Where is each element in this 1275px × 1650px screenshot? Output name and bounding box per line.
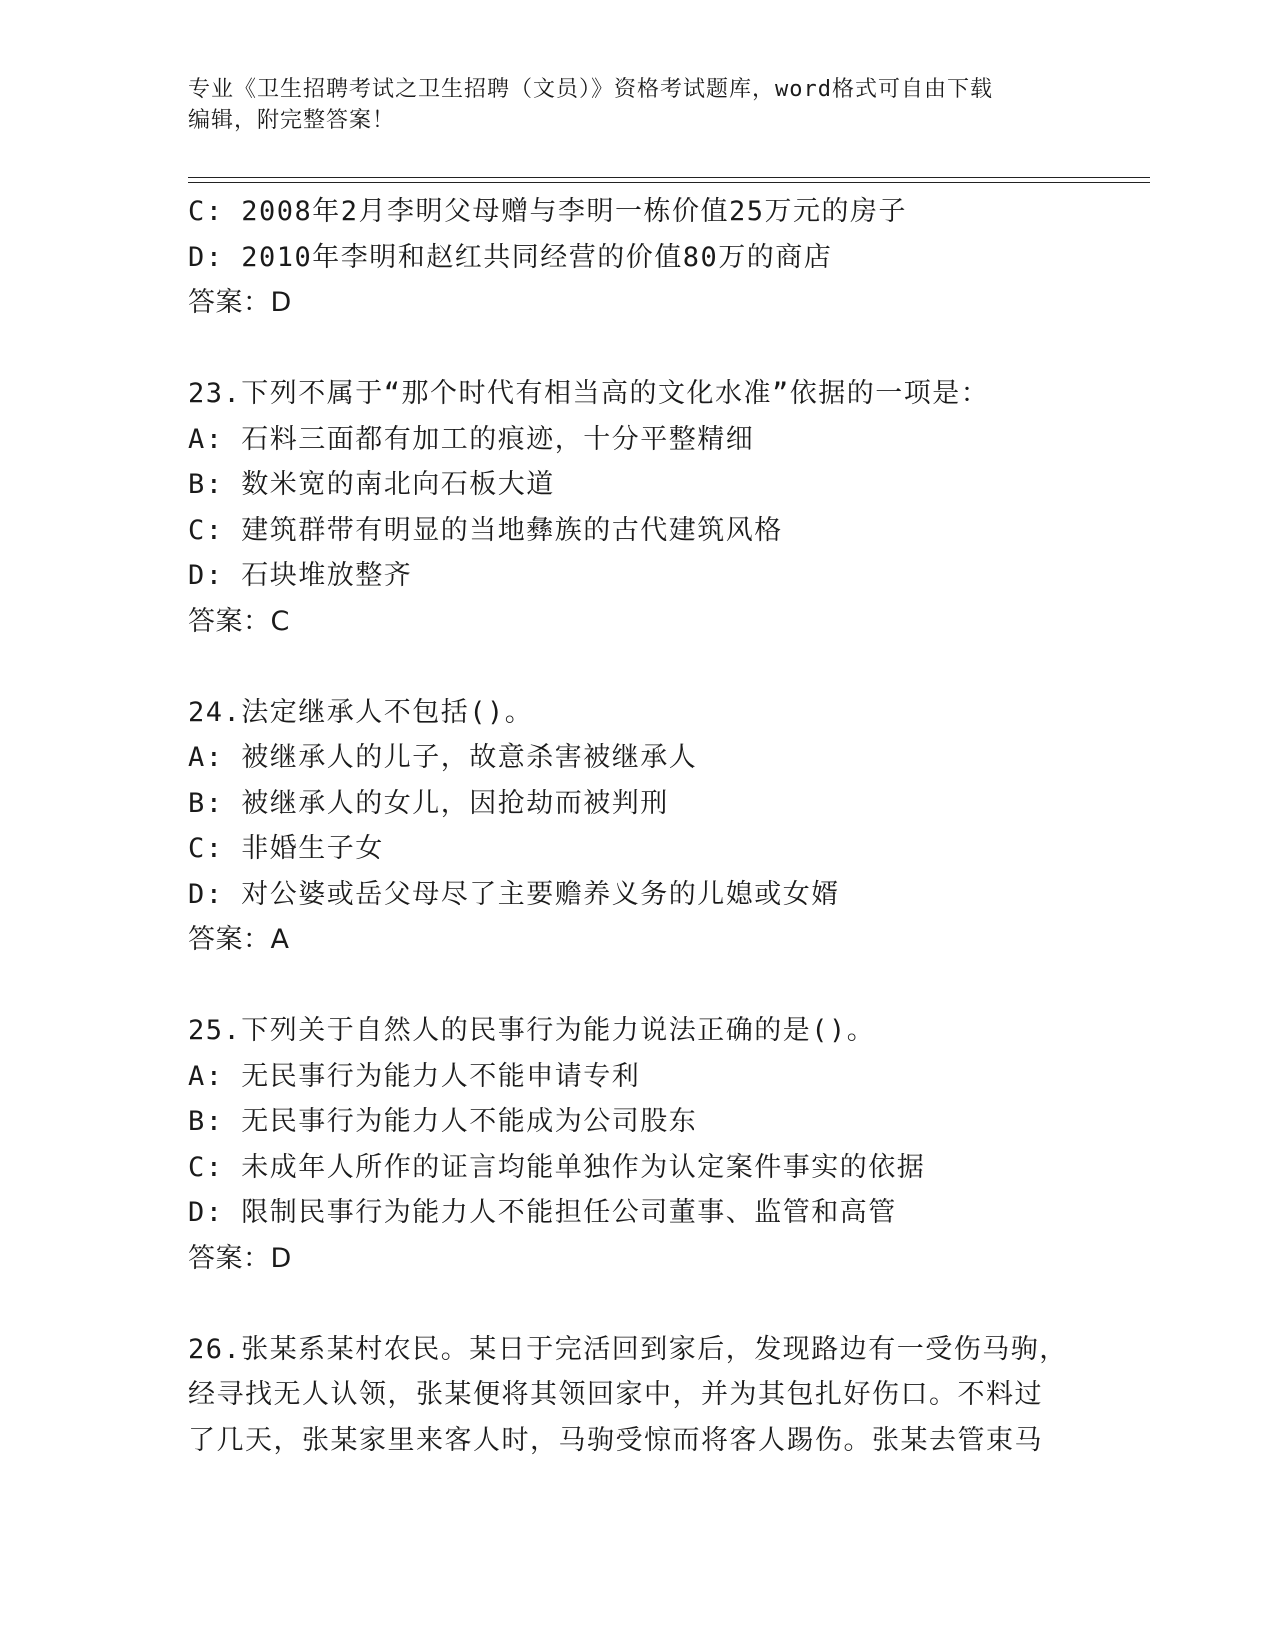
option-b: B: 无民事行为能力人不能成为公司股东 (188, 1106, 698, 1137)
option-c: C: 建筑群带有明显的当地彝族的古代建筑风格 (188, 514, 783, 546)
option-c: C: 2008年2月李明父母赠与李明一栋价值25万元的房子 (188, 196, 908, 227)
question-stem: 23.下列不属于“那个时代有相当高的文化水准”依据的一项是： (188, 378, 990, 409)
question-stem-line-3: 了几天，张某家里来客人时，马驹受惊而将客人踢伤。张某去管束马 (188, 1424, 1043, 1456)
option-d: D: 限制民事行为能力人不能担任公司董事、监管和高管 (188, 1197, 897, 1228)
continued-question (188, 189, 1088, 326)
option-c: C: 非婚生子女 (188, 833, 384, 864)
spacer (188, 644, 1088, 690)
option-a: A: 无民事行为能力人不能申请专利 (188, 1060, 641, 1092)
option-d: D: 2010年李明和赵红共同经营的价值80万的商店 (188, 241, 833, 273)
option-b: B: 被继承人的女儿，因抢劫而被判刑 (188, 787, 669, 819)
header-divider-top (188, 177, 1150, 178)
option-d: D: 对公婆或岳父母尽了主要赡养义务的儿媳或女婿 (188, 878, 840, 910)
option-b: B: 数米宽的南北向石板大道 (188, 469, 555, 500)
document-header (188, 74, 1068, 136)
answer: 答案：D (188, 287, 292, 318)
option-c: C: 未成年人所作的证言均能单独作为认定案件事实的依据 (188, 1151, 926, 1183)
question-stem-line-2: 经寻找无人认领，张某便将其领回家中，并为其包扎好伤口。不料过 (188, 1379, 1043, 1410)
question-24 (188, 690, 1088, 963)
answer: 答案：C (188, 605, 290, 637)
option-a: A: 石料三面都有加工的痕迹，十分平整精细 (188, 423, 755, 455)
header-divider-bottom (188, 182, 1150, 183)
question-25 (188, 1008, 1088, 1281)
answer: 答案：A (188, 924, 290, 955)
spacer (188, 963, 1088, 1009)
option-a: A: 被继承人的儿子，故意杀害被继承人 (188, 742, 698, 773)
spacer (188, 326, 1088, 372)
header-line-2: 编辑，附完整答案！ (188, 108, 396, 133)
document-body (188, 189, 1088, 1463)
question-23 (188, 371, 1088, 644)
question-stem: 25.下列关于自然人的民事行为能力说法正确的是()。 (188, 1015, 876, 1046)
header-line-1: 专业《卫生招聘考试之卫生招聘（文员）》资格考试题库，word格式可自由下载 (188, 77, 993, 102)
option-d: D: 石块堆放整齐 (188, 560, 413, 591)
question-stem-line-1: 26.张某系某村农民。某日于完活回到家后，发现路边有一受伤马驹， (188, 1333, 1068, 1365)
question-stem: 24.法定继承人不包括()。 (188, 696, 534, 728)
answer: 答案：D (188, 1242, 292, 1274)
question-26 (188, 1327, 1088, 1464)
spacer (188, 1281, 1088, 1327)
